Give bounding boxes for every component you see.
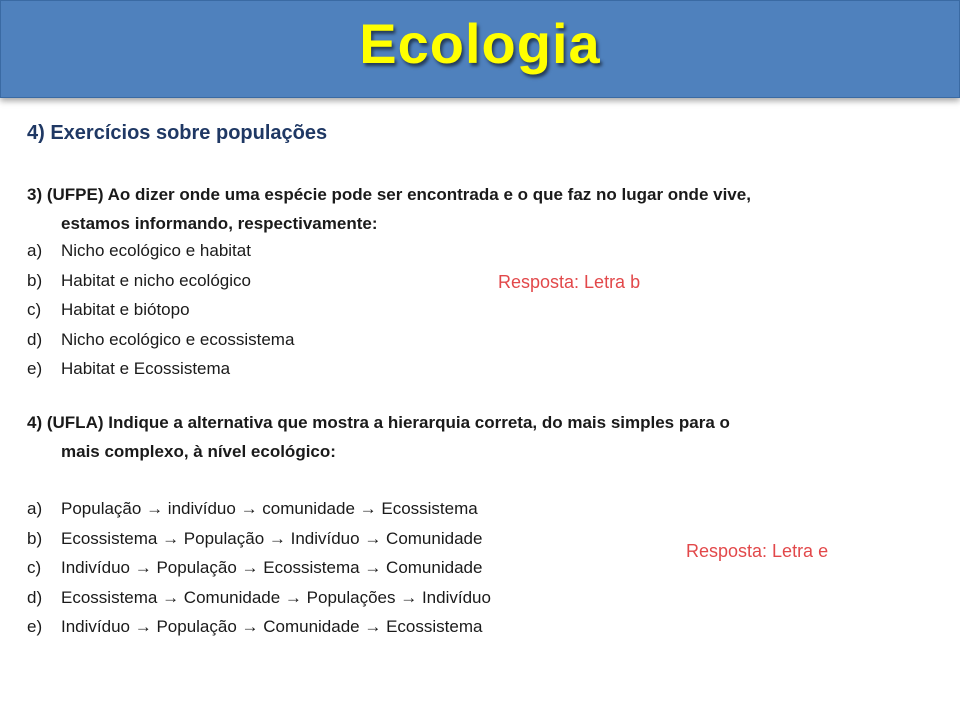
option-b: b) Ecossistema → População → Indivíduo → Comunidade	[27, 528, 483, 548]
answer-q3: Resposta: Letra b	[498, 272, 641, 292]
question-number: 3)	[27, 185, 43, 204]
option-d: d) Ecossistema → Comunidade → Populações → Indivíduo	[27, 587, 491, 607]
question-text-line2: estamos informando, respectivamente:	[61, 214, 378, 233]
option-e: e) Indivíduo → População → Comunidade → Ecossistema	[27, 617, 483, 636]
question-text-line1: (UFLA) Indique a alternativa que mostra a hierarquia correta, do mais simples para o	[46, 413, 730, 432]
title-banner	[0, 0, 960, 98]
option-b: b) Habitat e nicho ecológico	[27, 270, 251, 290]
answer-q4: Resposta: Letra e	[686, 541, 829, 561]
question-text-line2: mais complexo, à nível ecológico:	[61, 442, 336, 461]
option-c: c) Indivíduo → População → Ecossistema → Comunidade	[27, 558, 483, 577]
option-c: c) Habitat e biótopo	[27, 300, 190, 319]
question-number: 4)	[27, 413, 43, 432]
option-e: e) Habitat e Ecossistema	[27, 359, 231, 378]
option-d: d) Nicho ecológico e ecossistema	[27, 329, 295, 349]
question-3-options	[27, 236, 687, 384]
question-3	[27, 180, 927, 238]
section-title: 4) Exercícios sobre populações	[27, 122, 328, 144]
question-4-options	[27, 494, 687, 642]
question-text-line1: (UFPE) Ao dizer onde uma espécie pode ser encontrada e o que faz no lugar onde vive,	[46, 185, 751, 204]
option-a: a) Nicho ecológico e habitat	[27, 241, 251, 260]
slide-title: Ecologia	[359, 12, 601, 75]
option-a: a) População → indivíduo → comunidade → Ecossistema	[27, 499, 478, 518]
question-4	[27, 408, 927, 466]
